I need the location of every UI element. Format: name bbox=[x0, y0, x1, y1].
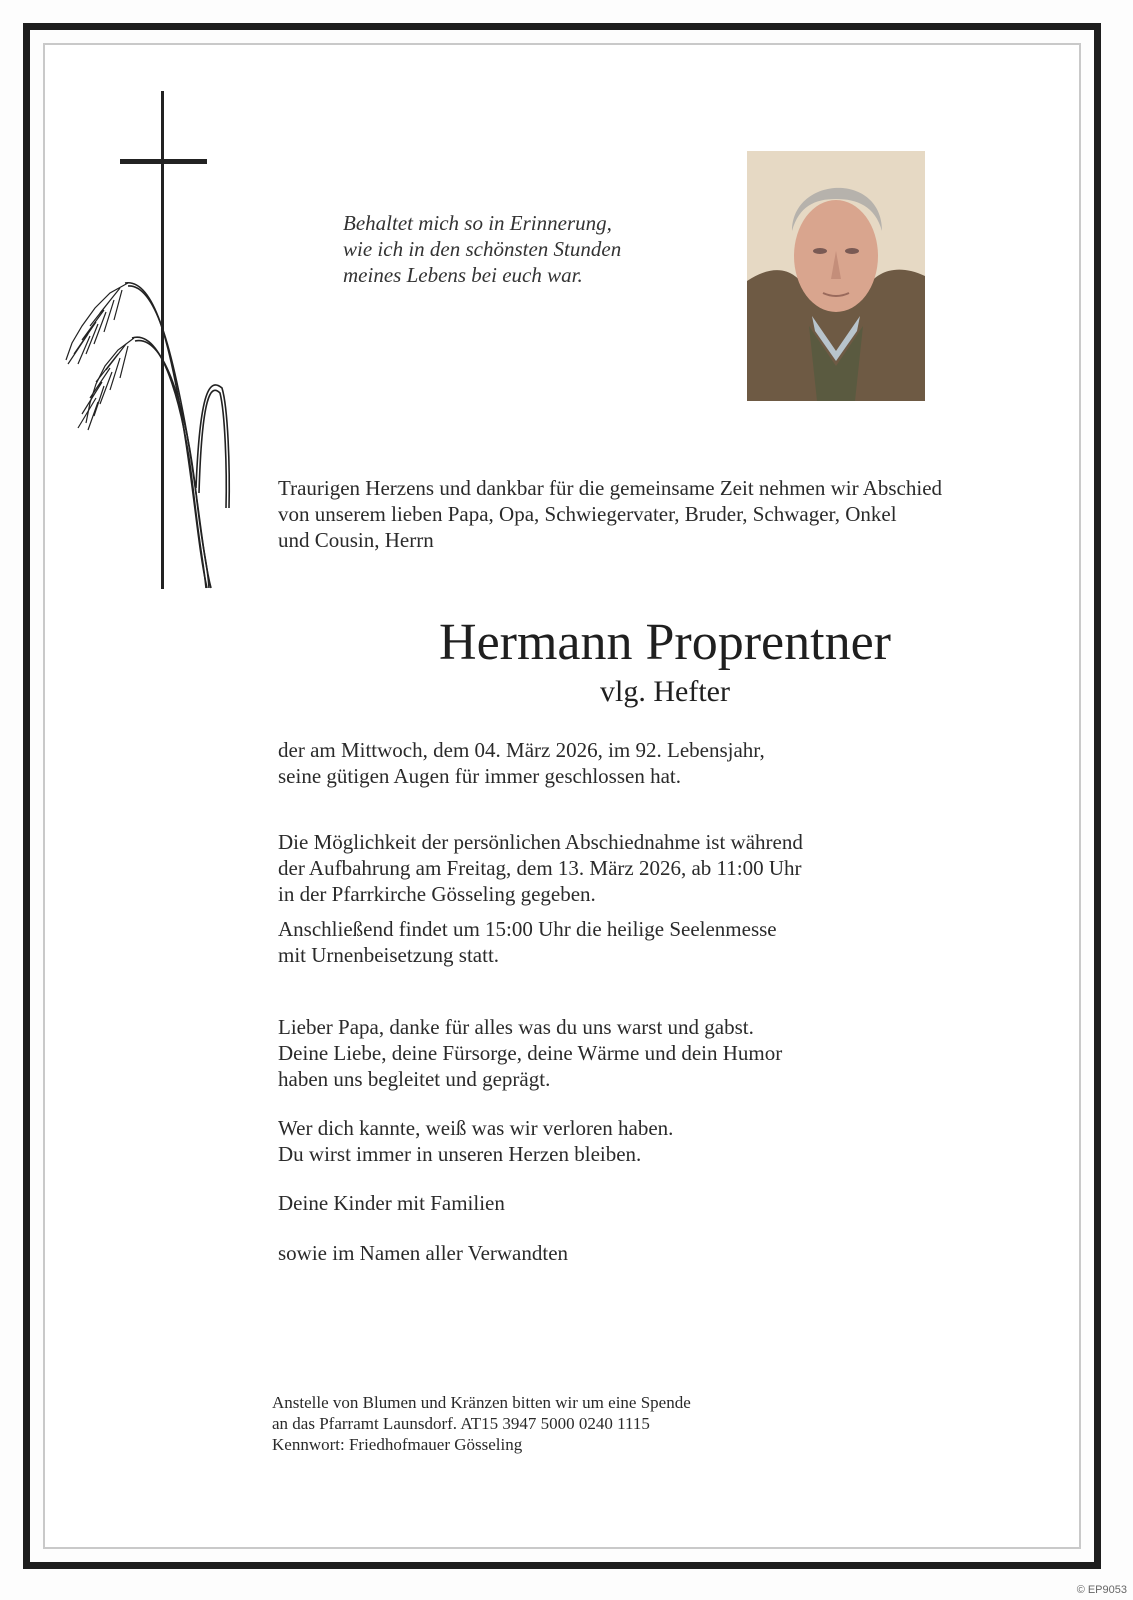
signature-family: Deine Kinder mit Familien bbox=[278, 1191, 505, 1215]
intro-text bbox=[278, 475, 942, 553]
message-line: haben uns begleitet und geprägt. bbox=[278, 1067, 551, 1091]
mass-info bbox=[278, 916, 777, 968]
mass-line: Anschließend findet um 15:00 Uhr die heilige Seelenmesse bbox=[278, 917, 777, 941]
intro-line: Traurigen Herzens und dankbar für die gemeinsame Zeit nehmen wir Abschied bbox=[278, 476, 943, 500]
donation-line: Anstelle von Blumen und Kränzen bitten wir um eine Spende bbox=[272, 1393, 691, 1412]
signature-relatives: sowie im Namen aller Verwandten bbox=[278, 1241, 569, 1265]
farewell-line: der Aufbahrung am Freitag, dem 13. März 2026, ab 11:00 Uhr bbox=[278, 856, 802, 880]
donation-line: an das Pfarramt Launsdorf. AT15 3947 5000 0240 1115 bbox=[272, 1414, 650, 1433]
cross-wheat-decoration bbox=[60, 88, 240, 598]
deceased-name: Hermann Proprentner bbox=[439, 614, 891, 671]
message-line: Lieber Papa, danke für alles was du uns warst und gabst. bbox=[278, 1015, 754, 1039]
memorial-quote bbox=[343, 210, 621, 288]
mass-line: mit Urnenbeisetzung statt. bbox=[278, 943, 500, 967]
quote-line: Behaltet mich so in Erinnerung, bbox=[343, 211, 612, 235]
farewell-line: in der Pfarrkirche Gösseling gegeben. bbox=[278, 882, 596, 906]
death-notice bbox=[278, 737, 765, 789]
deceased-alias: vlg. Hefter bbox=[600, 675, 730, 708]
farewell-line: Die Möglichkeit der persönlichen Abschiednahme ist während bbox=[278, 830, 803, 854]
farewell-info bbox=[278, 829, 803, 907]
quote-line: meines Lebens bei euch war. bbox=[343, 263, 583, 287]
portrait-photo bbox=[747, 151, 925, 401]
death-line: der am Mittwoch, dem 04. März 2026, im 92. Lebensjahr, bbox=[278, 738, 765, 762]
family-message bbox=[278, 1014, 782, 1092]
memory-text bbox=[278, 1115, 673, 1167]
memory-line: Wer dich kannte, weiß was wir verloren haben. bbox=[278, 1116, 674, 1140]
cross-icon bbox=[120, 91, 207, 589]
intro-line: von unserem lieben Papa, Opa, Schwiegervater, Bruder, Schwager, Onkel bbox=[278, 502, 897, 526]
message-line: Deine Liebe, deine Fürsorge, deine Wärme und dein Humor bbox=[278, 1041, 783, 1065]
quote-line: wie ich in den schönsten Stunden bbox=[343, 237, 622, 261]
donation-line: Kennwort: Friedhofmauer Gösseling bbox=[272, 1435, 523, 1454]
copyright-watermark: © EP9053 bbox=[1076, 1584, 1127, 1596]
memory-line: Du wirst immer in unseren Herzen bleiben. bbox=[278, 1142, 642, 1166]
wheat-icon bbox=[125, 283, 229, 588]
wheat-ear-upper bbox=[66, 283, 128, 364]
intro-line: und Cousin, Herrn bbox=[278, 528, 434, 552]
donation-note bbox=[272, 1392, 691, 1455]
death-line: seine gütigen Augen für immer geschlossen hat. bbox=[278, 764, 681, 788]
